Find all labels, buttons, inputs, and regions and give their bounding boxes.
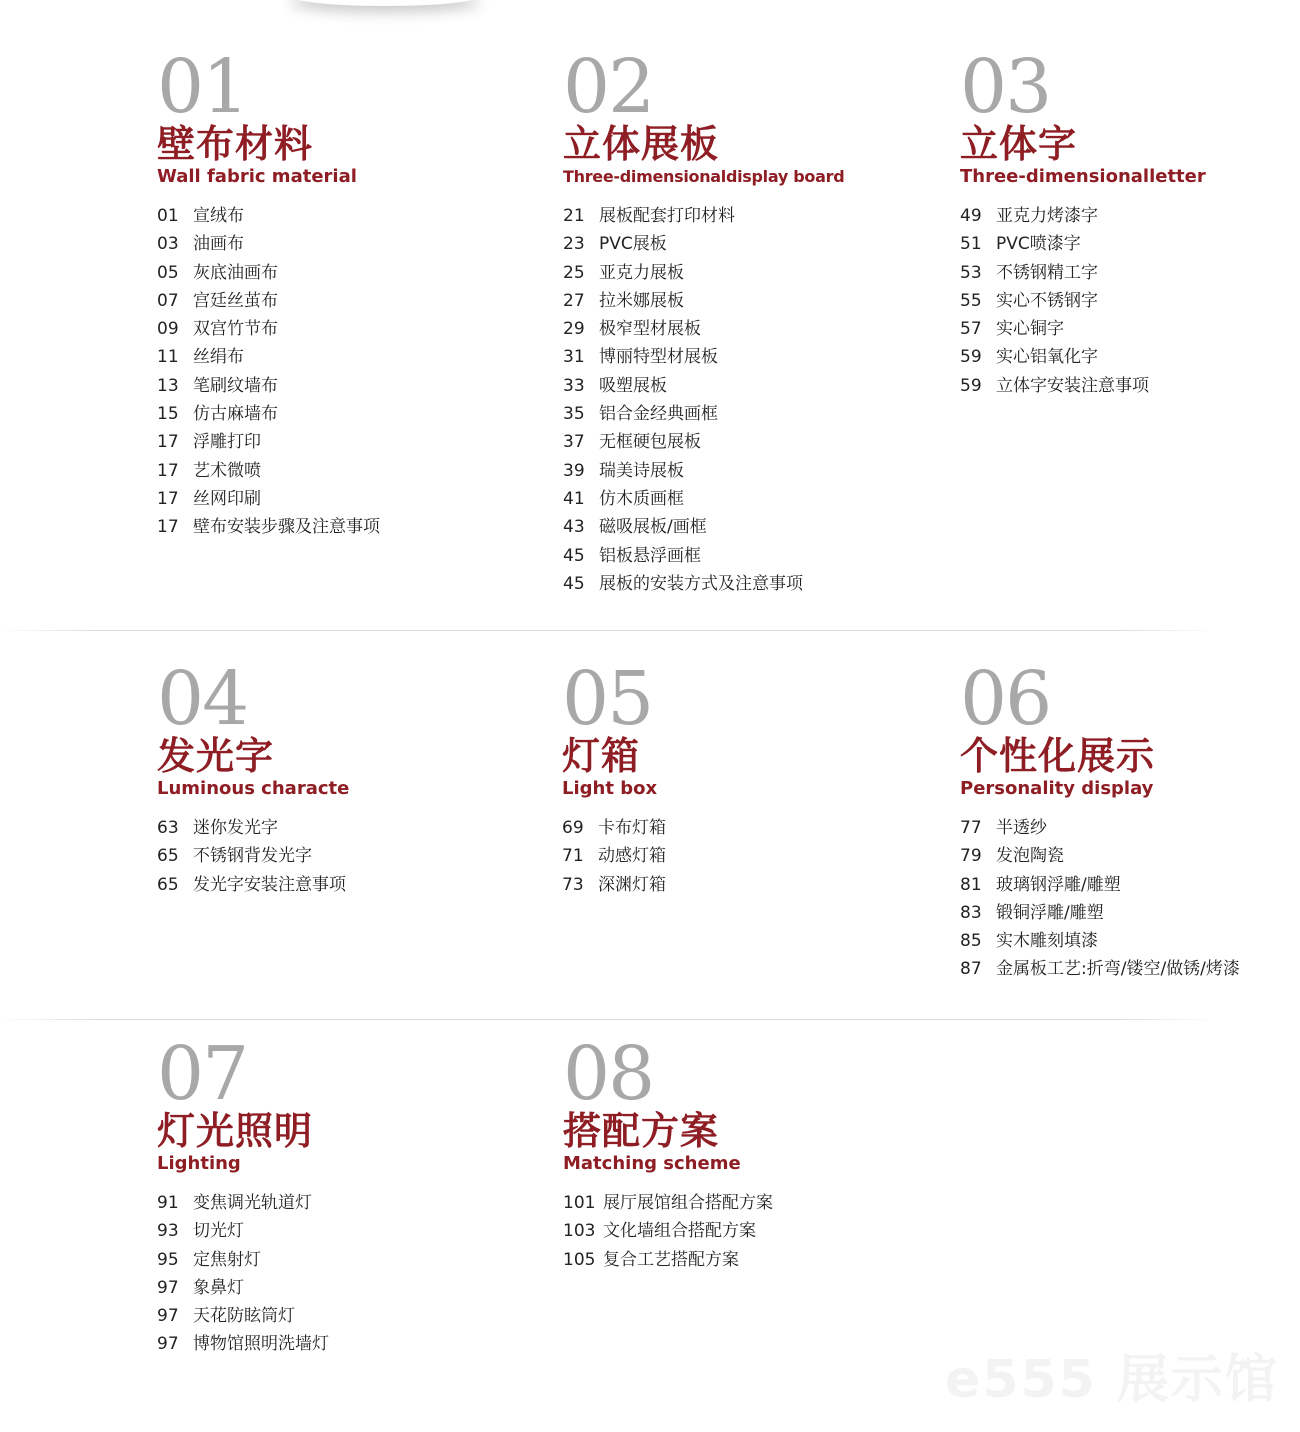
list-item bbox=[157, 315, 380, 343]
section-personality bbox=[960, 656, 1240, 984]
item-name: 油画布 bbox=[193, 234, 244, 255]
item-page-number: 65 bbox=[157, 874, 179, 895]
section-title: 搭配方案 bbox=[563, 1108, 720, 1153]
list-item bbox=[157, 814, 349, 842]
item-page-number: 09 bbox=[157, 319, 179, 340]
list-item bbox=[563, 259, 844, 287]
item-name: 浮雕打印 bbox=[193, 432, 261, 453]
list-item bbox=[960, 814, 1240, 842]
item-name: 不锈钢精工字 bbox=[996, 262, 1098, 283]
item-page-number: 25 bbox=[563, 262, 585, 283]
list-item bbox=[563, 230, 844, 258]
list-item bbox=[960, 927, 1240, 955]
item-name: 象鼻灯 bbox=[193, 1277, 244, 1298]
item-name: 发泡陶瓷 bbox=[996, 846, 1064, 867]
item-page-number: 85 bbox=[960, 931, 982, 952]
section-number: 05 bbox=[562, 656, 653, 742]
item-name: 壁布安装步骤及注意事项 bbox=[193, 517, 380, 538]
section-matching bbox=[563, 1031, 773, 1274]
section-3d-display-board bbox=[563, 44, 845, 598]
section-subtitle: Three-dimensionaldisplay board bbox=[563, 167, 845, 186]
item-page-number: 97 bbox=[157, 1277, 179, 1298]
item-page-number: 57 bbox=[960, 319, 982, 340]
item-name: 双宫竹节布 bbox=[193, 319, 278, 340]
list-item bbox=[563, 457, 844, 485]
item-name: 拉米娜展板 bbox=[599, 290, 684, 311]
list-item bbox=[157, 1330, 329, 1358]
list-item bbox=[157, 230, 380, 258]
item-page-number: 03 bbox=[157, 234, 179, 255]
item-name: 丝绢布 bbox=[193, 347, 244, 368]
list-item bbox=[563, 400, 844, 428]
section-item-list bbox=[157, 814, 349, 899]
section-title: 灯箱 bbox=[562, 733, 641, 778]
item-name: 立体字安装注意事项 bbox=[996, 375, 1149, 396]
item-name: 铝合金经典画框 bbox=[599, 404, 718, 425]
section-title: 壁布材料 bbox=[157, 121, 314, 166]
section-title: 发光字 bbox=[157, 733, 275, 778]
item-name: 博物馆照明洗墙灯 bbox=[193, 1334, 329, 1355]
item-name: 宣绒布 bbox=[193, 206, 244, 226]
item-name: 博丽特型材展板 bbox=[599, 347, 718, 368]
item-name: 亚克力展板 bbox=[599, 262, 684, 283]
section-subtitle: Lighting bbox=[157, 1153, 241, 1174]
list-item bbox=[960, 230, 1206, 258]
section-light-box bbox=[562, 656, 666, 899]
item-page-number: 39 bbox=[563, 460, 585, 481]
section-number: 02 bbox=[563, 44, 654, 130]
item-page-number: 79 bbox=[960, 846, 982, 867]
item-page-number: 23 bbox=[563, 234, 585, 255]
item-page-number: 93 bbox=[157, 1221, 179, 1242]
item-name: 艺术微喷 bbox=[193, 460, 261, 481]
item-page-number: 97 bbox=[157, 1306, 179, 1327]
item-page-number: 49 bbox=[960, 206, 982, 226]
list-item bbox=[960, 343, 1206, 371]
item-page-number: 65 bbox=[157, 846, 179, 867]
item-page-number: 55 bbox=[960, 290, 982, 311]
list-item bbox=[960, 955, 1240, 983]
list-item bbox=[563, 428, 844, 456]
item-name: 实心铜字 bbox=[996, 319, 1064, 340]
list-item bbox=[562, 871, 666, 899]
item-page-number: 17 bbox=[157, 432, 179, 453]
item-page-number: 83 bbox=[960, 902, 982, 923]
list-item bbox=[157, 372, 380, 400]
item-page-number: 63 bbox=[157, 818, 179, 838]
item-name: 半透纱 bbox=[996, 818, 1047, 838]
list-item bbox=[563, 485, 844, 513]
item-name: 极窄型材展板 bbox=[599, 319, 701, 340]
section-number: 03 bbox=[960, 44, 1051, 130]
list-item bbox=[157, 485, 380, 513]
item-page-number: 45 bbox=[563, 545, 585, 566]
list-item bbox=[960, 871, 1240, 899]
item-page-number: 77 bbox=[960, 818, 982, 838]
item-page-number: 17 bbox=[157, 517, 179, 538]
row-divider-2 bbox=[0, 1019, 1215, 1020]
item-name: 丝网印刷 bbox=[193, 488, 261, 509]
item-name: 亚克力烤漆字 bbox=[996, 206, 1098, 226]
list-item bbox=[157, 259, 380, 287]
section-number: 08 bbox=[563, 1031, 654, 1117]
item-name: 展板配套打印材料 bbox=[599, 206, 735, 226]
list-item bbox=[563, 202, 844, 230]
item-name: 深渊灯箱 bbox=[598, 874, 666, 895]
list-item bbox=[960, 287, 1206, 315]
item-page-number: 43 bbox=[563, 517, 585, 538]
section-subtitle: Wall fabric material bbox=[157, 166, 357, 187]
section-item-list bbox=[960, 814, 1240, 984]
list-item bbox=[563, 513, 844, 541]
section-subtitle: Light box bbox=[562, 778, 658, 799]
list-item bbox=[157, 1217, 329, 1245]
item-name: 天花防眩筒灯 bbox=[193, 1306, 295, 1327]
list-item bbox=[157, 1189, 329, 1217]
watermark: e555 展示馆 bbox=[945, 1350, 1279, 1410]
item-page-number: 87 bbox=[960, 959, 982, 980]
section-title: 灯光照明 bbox=[157, 1108, 314, 1153]
item-page-number: 17 bbox=[157, 488, 179, 509]
item-page-number: 45 bbox=[563, 573, 585, 594]
item-name: 瑞美诗展板 bbox=[599, 460, 684, 481]
section-3d-letter bbox=[960, 44, 1206, 400]
item-page-number: 59 bbox=[960, 347, 982, 368]
item-page-number: 91 bbox=[157, 1193, 179, 1213]
item-name: 定焦射灯 bbox=[193, 1249, 261, 1270]
item-page-number: 17 bbox=[157, 460, 179, 481]
section-number: 04 bbox=[157, 656, 248, 742]
list-item bbox=[157, 343, 380, 371]
item-page-number: 53 bbox=[960, 262, 982, 283]
item-page-number: 105 bbox=[563, 1249, 596, 1270]
list-item bbox=[563, 343, 844, 371]
item-page-number: 59 bbox=[960, 375, 982, 396]
item-name: 动感灯箱 bbox=[598, 846, 666, 867]
item-page-number: 37 bbox=[563, 432, 585, 453]
section-title: 个性化展示 bbox=[960, 733, 1156, 778]
item-name: 仿木质画框 bbox=[599, 488, 684, 509]
item-page-number: 27 bbox=[563, 290, 585, 311]
item-page-number: 97 bbox=[157, 1334, 179, 1355]
item-page-number: 33 bbox=[563, 375, 585, 396]
item-name: 灰底油画布 bbox=[193, 262, 278, 283]
item-page-number: 81 bbox=[960, 874, 982, 895]
list-item bbox=[563, 372, 844, 400]
item-name: 卡布灯箱 bbox=[598, 818, 666, 838]
section-item-list bbox=[563, 202, 844, 598]
item-page-number: 01 bbox=[157, 206, 179, 226]
item-page-number: 15 bbox=[157, 404, 179, 425]
list-item bbox=[157, 457, 380, 485]
item-name: 实木雕刻填漆 bbox=[996, 931, 1098, 952]
list-item bbox=[563, 542, 844, 570]
item-name: 展厅展馆组合搭配方案 bbox=[603, 1193, 773, 1213]
item-name: 实心铝氧化字 bbox=[996, 347, 1098, 368]
list-item bbox=[960, 372, 1206, 400]
section-title: 立体字 bbox=[960, 121, 1078, 166]
item-name: 展板的安装方式及注意事项 bbox=[599, 573, 803, 594]
list-item bbox=[157, 202, 380, 230]
list-item bbox=[157, 1274, 329, 1302]
list-item bbox=[960, 899, 1240, 927]
item-name: 不锈钢背发光字 bbox=[193, 846, 312, 867]
section-item-list bbox=[960, 202, 1206, 400]
item-name: 迷你发光字 bbox=[193, 818, 278, 838]
list-item bbox=[563, 1217, 773, 1245]
section-number: 07 bbox=[157, 1031, 248, 1117]
section-title: 立体展板 bbox=[563, 121, 720, 166]
item-page-number: 103 bbox=[563, 1221, 596, 1242]
section-item-list bbox=[157, 202, 380, 542]
item-name: 玻璃钢浮雕/雕塑 bbox=[996, 874, 1121, 895]
item-name: 铝板悬浮画框 bbox=[599, 545, 701, 566]
item-name: 复合工艺搭配方案 bbox=[603, 1249, 739, 1270]
item-name: 文化墙组合搭配方案 bbox=[603, 1221, 756, 1242]
item-name: 实心不锈钢字 bbox=[996, 290, 1098, 311]
section-subtitle: Three-dimensionalletter bbox=[960, 166, 1206, 187]
list-item bbox=[157, 287, 380, 315]
item-name: 宫廷丝茧布 bbox=[193, 290, 278, 311]
list-item bbox=[563, 570, 844, 598]
section-number: 01 bbox=[157, 44, 248, 130]
list-item bbox=[157, 428, 380, 456]
section-item-list bbox=[157, 1189, 329, 1359]
item-name: 切光灯 bbox=[193, 1221, 244, 1242]
list-item bbox=[157, 400, 380, 428]
item-name: 磁吸展板/画框 bbox=[599, 517, 707, 538]
item-page-number: 51 bbox=[960, 234, 982, 255]
list-item bbox=[157, 513, 380, 541]
list-item bbox=[960, 202, 1206, 230]
section-number: 06 bbox=[960, 656, 1051, 742]
list-item bbox=[563, 315, 844, 343]
row-divider-1 bbox=[0, 630, 1215, 631]
item-name: 无框硬包展板 bbox=[599, 432, 701, 453]
section-subtitle: Matching scheme bbox=[563, 1153, 741, 1174]
list-item bbox=[157, 842, 349, 870]
list-item bbox=[157, 1302, 329, 1330]
item-page-number: 11 bbox=[157, 347, 179, 368]
list-item bbox=[960, 259, 1206, 287]
section-lighting bbox=[157, 1031, 329, 1359]
list-item bbox=[562, 842, 666, 870]
list-item bbox=[563, 1246, 773, 1274]
item-page-number: 29 bbox=[563, 319, 585, 340]
item-page-number: 73 bbox=[562, 874, 584, 895]
item-name: 金属板工艺:折弯/镂空/做锈/烤漆 bbox=[996, 959, 1240, 980]
item-page-number: 07 bbox=[157, 290, 179, 311]
list-item bbox=[960, 315, 1206, 343]
list-item bbox=[563, 1189, 773, 1217]
item-page-number: 71 bbox=[562, 846, 584, 867]
item-page-number: 13 bbox=[157, 375, 179, 396]
list-item bbox=[157, 1246, 329, 1274]
top-shadow-decoration bbox=[290, 0, 480, 6]
section-subtitle: Personality display bbox=[960, 778, 1154, 799]
section-wall-fabric bbox=[157, 44, 380, 542]
list-item bbox=[562, 814, 666, 842]
item-name: 笔刷纹墙布 bbox=[193, 375, 278, 396]
item-name: 锻铜浮雕/雕塑 bbox=[996, 902, 1104, 923]
list-item bbox=[563, 287, 844, 315]
item-page-number: 21 bbox=[563, 206, 585, 226]
list-item bbox=[960, 842, 1240, 870]
item-name: 吸塑展板 bbox=[599, 375, 667, 396]
section-item-list bbox=[563, 1189, 773, 1274]
item-page-number: 05 bbox=[157, 262, 179, 283]
item-page-number: 35 bbox=[563, 404, 585, 425]
item-page-number: 69 bbox=[562, 818, 584, 838]
item-name: PVC展板 bbox=[599, 234, 667, 255]
item-page-number: 101 bbox=[563, 1193, 596, 1213]
section-luminous bbox=[157, 656, 350, 899]
item-page-number: 95 bbox=[157, 1249, 179, 1270]
item-name: 仿古麻墙布 bbox=[193, 404, 278, 425]
section-subtitle: Luminous characte bbox=[157, 778, 350, 799]
list-item bbox=[157, 871, 349, 899]
item-page-number: 41 bbox=[563, 488, 585, 509]
section-item-list bbox=[562, 814, 666, 899]
item-name: PVC喷漆字 bbox=[996, 234, 1081, 255]
item-page-number: 31 bbox=[563, 347, 585, 368]
item-name: 发光字安装注意事项 bbox=[193, 874, 346, 895]
item-name: 变焦调光轨道灯 bbox=[193, 1193, 312, 1213]
